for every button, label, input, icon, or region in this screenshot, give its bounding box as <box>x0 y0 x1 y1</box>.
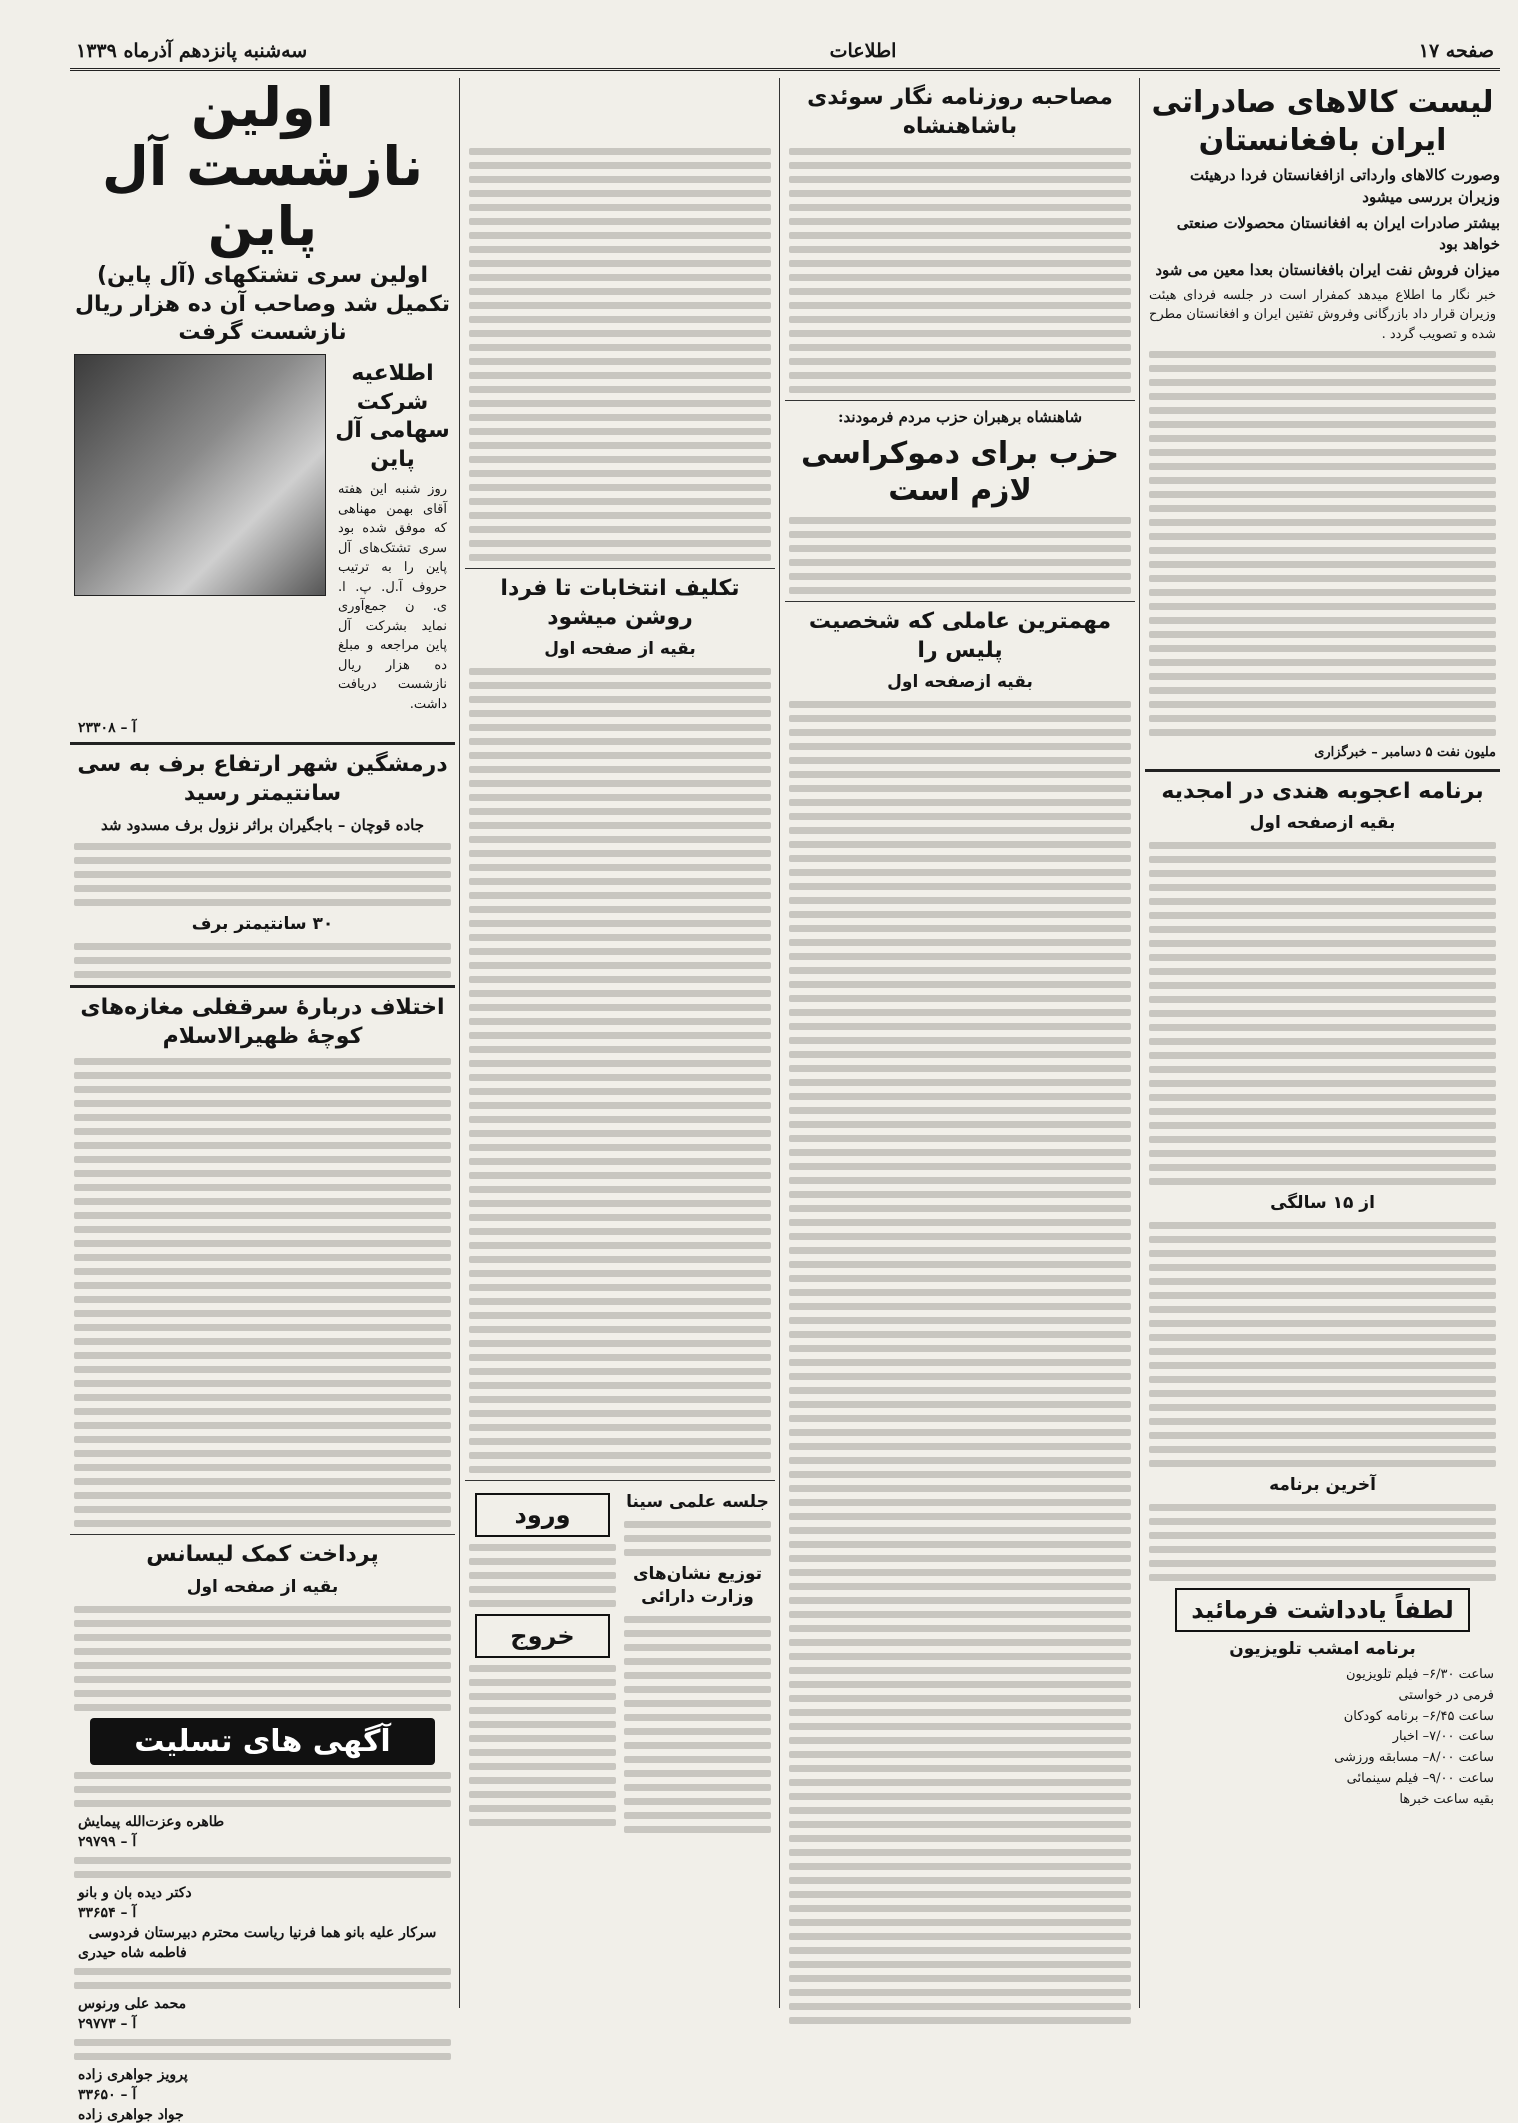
article-body <box>74 843 451 906</box>
notice-box: لطفاً یادداشت فرمائید <box>1175 1588 1470 1632</box>
headline-interview: مصاحبه روزنامه نگار سوئدی باشاهنشاه <box>807 85 1113 139</box>
continued-from-front: بقیه از صفحه اول <box>186 1576 339 1597</box>
snow-measure: ۳۰ سانتیمتر برف <box>191 914 334 935</box>
condolence-recipient: سرکار علیه بانو هما فرنیا ریاست محترم دبیرستان فردوسی <box>88 1924 437 1941</box>
bullet-2: میزان فروش نفت ایران بافغانستان بعدا معین می شود <box>1155 261 1500 279</box>
masthead <box>70 34 1500 71</box>
continued-from-front: بقیه از صفحه اول <box>544 639 696 660</box>
article-body <box>469 148 771 561</box>
paper-name: اطلاعات <box>829 40 897 62</box>
headline-license-aid: پرداخت کمک لیسانس <box>146 1542 379 1568</box>
section-divider <box>70 742 455 745</box>
section-divider <box>1145 769 1500 772</box>
article-body <box>74 1058 451 1527</box>
section-divider <box>785 400 1135 401</box>
column-1 <box>1145 78 1500 2008</box>
headline-elections: تکلیف انتخابات تا فردا روشن میشود <box>500 576 740 630</box>
article-body <box>1149 842 1496 1185</box>
column-divider <box>459 78 460 2008</box>
article-body <box>624 1521 771 1556</box>
condolence-signature: جواد جواهری زاده <box>78 2106 184 2123</box>
subhead-snow: جاده قوچان – باجگیران براثر نزول برف مسدود شد <box>100 815 425 834</box>
column-divider <box>779 78 780 2008</box>
condolence-box: آگهی های تسلیت <box>90 1718 435 1765</box>
column-2 <box>785 78 1135 2008</box>
section-divider <box>465 1480 775 1481</box>
article-body <box>789 517 1131 594</box>
ad-code: آ – ۲۹۷۹۹ <box>78 1833 137 1850</box>
ad-code: آ – ۳۳۶۵۴ <box>78 1904 137 1921</box>
headline-goodwill-dispute: اختلاف دربارهٔ سرقفلی مغازه‌های کوچهٔ ظهیرالاسلام <box>80 995 445 1049</box>
headline-medals: توزیع نشان‌های وزارت دارائی <box>632 1564 763 1607</box>
continued-from-front: بقیه ازصفحه اول <box>887 672 1033 693</box>
ad-code: آ – ۲۹۷۷۳ <box>78 2015 137 2032</box>
section-divider <box>70 1534 455 1535</box>
headline-party-democracy: حزب برای دموکراسی لازم است <box>800 435 1120 509</box>
notice-block <box>74 354 451 714</box>
notice-code: آ – ۲۳۳۰۸ <box>78 720 137 737</box>
article-body <box>74 1606 451 1711</box>
newspaper-page <box>70 34 1500 2123</box>
notice-title: اطلاعیه شرکت سهامی آل پاین <box>335 360 450 472</box>
continued-from-front: بقیه ازصفحه اول <box>1249 813 1396 834</box>
article-body <box>469 668 771 1473</box>
condolence-signature: دکتر دیده بان و بانو <box>78 1884 192 1901</box>
article-body <box>469 1544 616 1607</box>
arrivals-box: ورود <box>475 1493 610 1537</box>
subhead-alpine: اولین سری تشتکهای (آل پاین) تکمیل شد وصاحب آن ده هزار ریال نازشست گرفت <box>74 263 451 346</box>
tv-line: ساعت ۹/۰۰– فیلم سینمائی <box>1346 1771 1494 1787</box>
ad-code: آ – ۳۳۶۵۰ <box>78 2086 137 2103</box>
arrivals-section <box>465 1487 620 1840</box>
condolence-signature: فاطمه شاه حیدری <box>78 1944 187 1961</box>
tv-line: بقیه ساعت خبرها <box>1399 1791 1494 1807</box>
column-divider <box>1139 78 1140 2008</box>
headline-exports: لیست کالاهای صادراتی ایران بافغانستان <box>1151 85 1494 158</box>
intro-paragraph: خبر نگار ما اطلاع میدهد کمفرار است در جلسه فردای هیئت وزیران قرار داد بازرگانی وفروش تفتین ایران و افغانستان مطرح شده و تصویب گردد . <box>1149 287 1496 342</box>
item-tail: ملیون نفت ۵ دسامبر – خبرگزاری <box>1314 745 1496 761</box>
condolence-signature: طاهره وعزت‌الله پیمایش <box>78 1813 225 1830</box>
winner-photo <box>74 354 326 596</box>
subhead-party-leaders: شاهنشاه برهبران حزب مردم فرمودند: <box>837 408 1083 427</box>
tv-line: فرمی در خواستی <box>1398 1687 1494 1703</box>
section-divider <box>70 985 455 988</box>
tv-program-title: برنامه امشب تلویزیون <box>1229 1639 1416 1660</box>
bullet-1: بیشتر صادرات ایران به افغانستان محصولات صنعتی خواهد بود <box>1176 213 1500 254</box>
article-body <box>1149 1504 1496 1581</box>
condolence-signature: پرویز جواهری زاده <box>78 2066 188 2083</box>
date-line: سه‌شنبه پانزدهم آذرماه ۱۳۳۹ <box>76 40 308 62</box>
headline-snow: درمشگین شهر ارتفاع برف به سی سانتیمتر رسید <box>77 752 448 806</box>
subhead-fifteen: از ۱۵ سالگی <box>1270 1193 1375 1214</box>
section-divider <box>785 601 1135 602</box>
departures-box: خروج <box>475 1614 610 1658</box>
article-body <box>1149 1222 1496 1467</box>
ad-body <box>74 1857 451 1878</box>
column-3 <box>465 78 775 2008</box>
headline-sina: جلسه علمی سینا <box>626 1492 769 1513</box>
article-body <box>1149 351 1496 736</box>
headline-police: مهمترین عاملی که شخصیت پلیس را <box>808 608 1112 663</box>
article-body <box>624 1616 771 1833</box>
tv-line: ساعت ۶/۴۵– برنامه کودکان <box>1343 1708 1494 1724</box>
bottom-strip <box>465 1487 775 1840</box>
headline-indian-prodigy: برنامه اعجوبه هندی در امجدیه <box>1161 778 1484 804</box>
article-body <box>789 701 1131 2024</box>
subhead-imports: وصورت کالاهای وارداتی ازافغانستان فردا درهیئت وزیران بررسی میشود <box>1189 166 1500 206</box>
sina-section <box>620 1487 775 1840</box>
article-body <box>74 943 451 978</box>
tv-line: ساعت ۸/۰۰– مسابقه ورزشی <box>1334 1750 1494 1766</box>
tv-line: ساعت ۷/۰۰– اخبار <box>1392 1729 1494 1745</box>
article-body <box>469 1665 616 1826</box>
article-body <box>789 148 1131 393</box>
condolence-signature: محمد علی ورنوس <box>78 1995 187 2012</box>
notice-text <box>334 354 451 714</box>
ad-body <box>74 2039 451 2060</box>
page-label: صفحه ۱۷ <box>1418 40 1494 62</box>
notice-body: روز شنبه این هفته آقای بهمن مهناهی که موفق شده بود سری تشتک‌های آل پاین را به ترتیب حروف آ.ل. پ. ا. ی. ن جمع‌آوری نماید بشرکت آل پاین مراجعه و مبلغ ده هزار ریال نازشست دریافت داشت. <box>338 482 447 712</box>
tv-line: ساعت ۶/۳۰– فیلم تلویزیون <box>1345 1667 1494 1683</box>
ad-body <box>74 1772 451 1807</box>
column-4 <box>70 76 455 2123</box>
ad-body <box>74 1968 451 1989</box>
section-divider <box>465 568 775 569</box>
headline-alpine: اولین نازشست آل پاین <box>101 76 424 258</box>
subhead-final-program: آخرین برنامه <box>1269 1475 1376 1496</box>
